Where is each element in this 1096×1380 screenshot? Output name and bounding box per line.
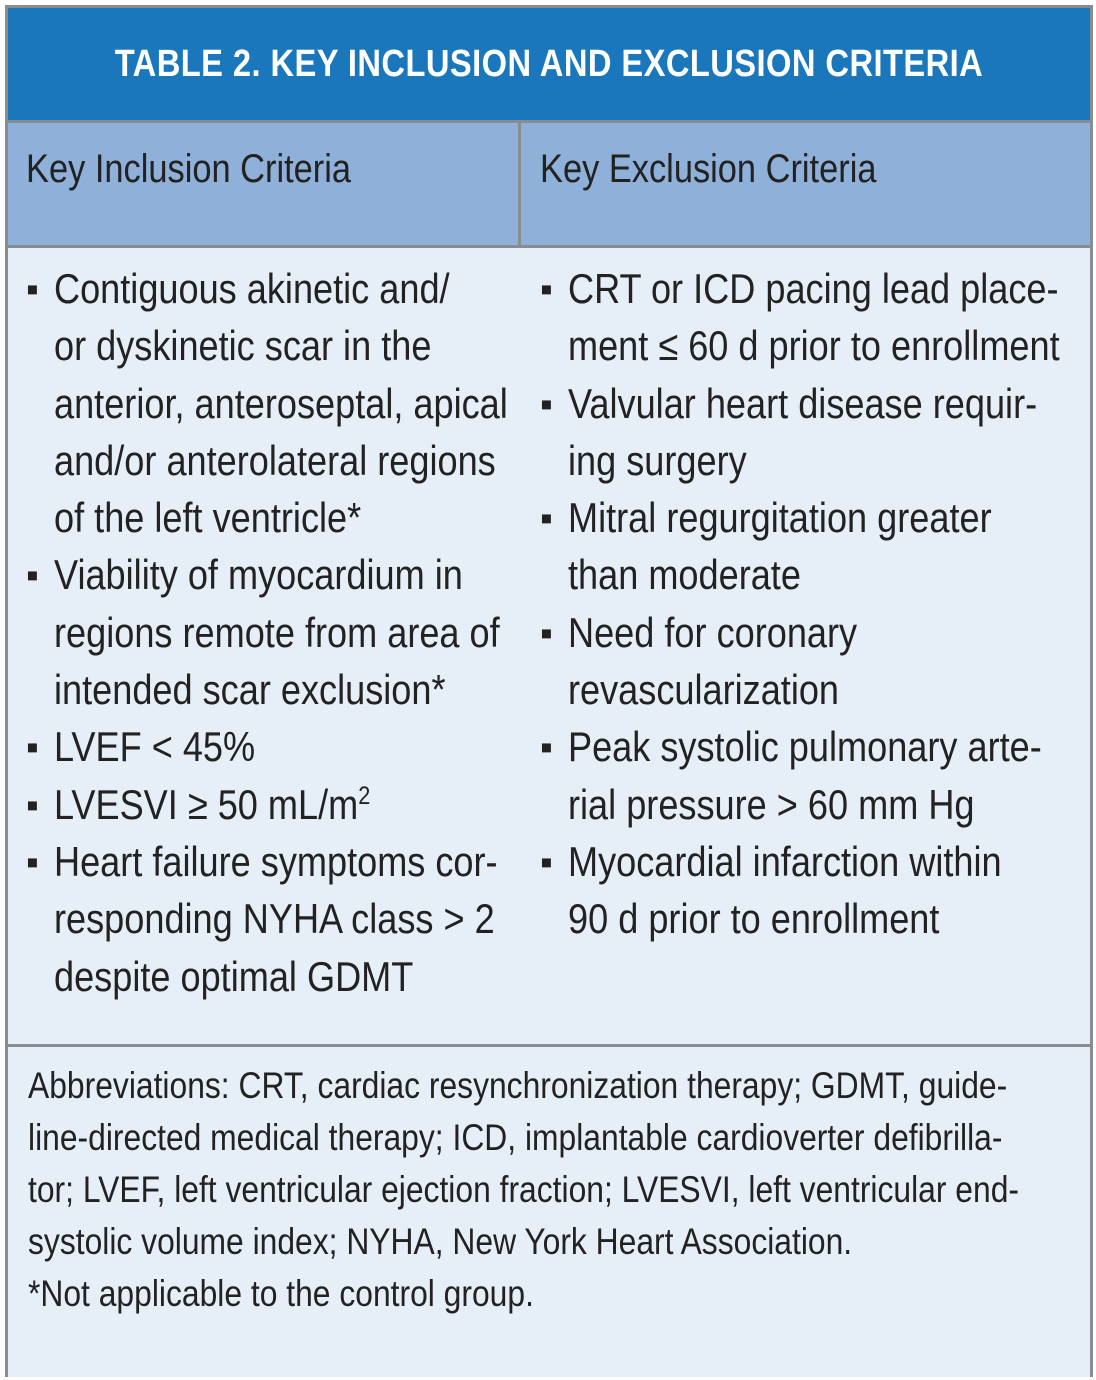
bullet-icon: ▪ [26, 783, 39, 825]
bullet-icon: ▪ [540, 497, 553, 539]
footnote-line: *Not applicable to the control group. [28, 1273, 534, 1314]
criteria-body-row [8, 248, 1090, 1044]
bullet-icon: ▪ [540, 611, 553, 653]
footnote-line: Abbreviations: CRT, cardiac resynchronization therapy; GDMT, guide- [28, 1065, 1008, 1106]
inclusion-criterion-item [26, 833, 506, 1005]
exclusion-criterion-item [540, 489, 1080, 604]
footnote-row [8, 1044, 1090, 1377]
bullet-icon: ▪ [540, 726, 553, 768]
criterion-text-line: Need for coronary [568, 608, 858, 656]
inclusion-criterion-item [26, 718, 506, 775]
inclusion-criteria-list [26, 260, 506, 1005]
criterion-text-line: Heart failure symptoms cor- [54, 837, 498, 885]
criterion-text-line: responding NYHA class > 2 [54, 895, 495, 943]
criterion-text-line: 90 d prior to enrollment [568, 895, 940, 943]
inclusion-criterion-item [26, 776, 506, 833]
criterion-text-line: despite optimal GDMT [54, 952, 414, 1000]
criterion-text-line: Myocardial infarction within [568, 837, 1002, 885]
footnote-line: systolic volume index; NYHA, New York Heart Association. [28, 1221, 853, 1262]
criterion-text-line: of the left ventricle* [54, 494, 362, 542]
footnote-line: line-directed medical therapy; ICD, implantable cardioverter defibrilla- [28, 1117, 1003, 1158]
exclusion-criterion-item [540, 718, 1080, 833]
criterion-text-line: revascularization [568, 666, 840, 714]
criterion-text-line: ment ≤ 60 d prior to enrollment [568, 322, 1060, 370]
criterion-text-line: Viability of myocardium in [54, 551, 463, 599]
footnote-line: tor; LVEF, left ventricular ejection fraction; LVESVI, left ventricular end- [28, 1169, 1019, 1210]
criterion-text-line: anterior, anteroseptal, apical [54, 379, 508, 427]
column-header-row [8, 120, 1090, 248]
bullet-icon: ▪ [26, 268, 39, 309]
exclusion-column-heading: Key Exclusion Criteria [540, 147, 877, 191]
bullet-icon: ▪ [26, 726, 39, 768]
criterion-text-line: and/or anterolateral regions [54, 436, 496, 484]
criterion-text-line: Valvular heart disease requir- [568, 379, 1038, 427]
exclusion-criterion-item [540, 604, 1080, 719]
criterion-text-line: Peak systolic pulmonary arte- [568, 723, 1042, 771]
inclusion-column-heading: Key Inclusion Criteria [26, 147, 352, 191]
criterion-text-line: or dyskinetic scar in the [54, 322, 432, 370]
criterion-text-line: LVESVI ≥ 50 $mL/m^2$ [54, 780, 371, 828]
criteria-table [5, 5, 1093, 1377]
criterion-text-line: LVEF < 45% [54, 723, 256, 771]
criterion-text-line: ing surgery [568, 436, 747, 484]
superscript: 2 [358, 781, 371, 810]
bullet-icon: ▪ [540, 840, 553, 882]
exclusion-criterion-item [540, 833, 1080, 948]
criterion-text-line: Contiguous akinetic and/ [54, 265, 450, 312]
exclusion-criterion-item [540, 260, 1080, 375]
inclusion-criterion-item [26, 546, 506, 718]
criterion-text-line: CRT or ICD pacing lead place- [568, 265, 1059, 312]
bullet-icon: ▪ [540, 268, 553, 309]
exclusion-criteria-list [540, 260, 1080, 948]
inclusion-criterion-item [26, 260, 506, 546]
bullet-icon: ▪ [26, 840, 39, 882]
criterion-text-line: rial pressure > 60 mm Hg [568, 780, 975, 828]
criterion-text-line: intended scar exclusion* [54, 666, 446, 714]
table-title-bar [8, 8, 1090, 120]
criterion-text-line: Mitral regurgitation greater [568, 494, 992, 542]
table-title: TABLE 2. KEY INCLUSION AND EXCLUSION CRITERIA [114, 42, 984, 85]
bullet-icon: ▪ [26, 554, 39, 596]
criterion-text-line: regions remote from area of [54, 608, 500, 656]
exclusion-criterion-item [540, 375, 1080, 490]
criterion-text-line: than moderate [568, 551, 801, 599]
bullet-icon: ▪ [540, 382, 553, 424]
